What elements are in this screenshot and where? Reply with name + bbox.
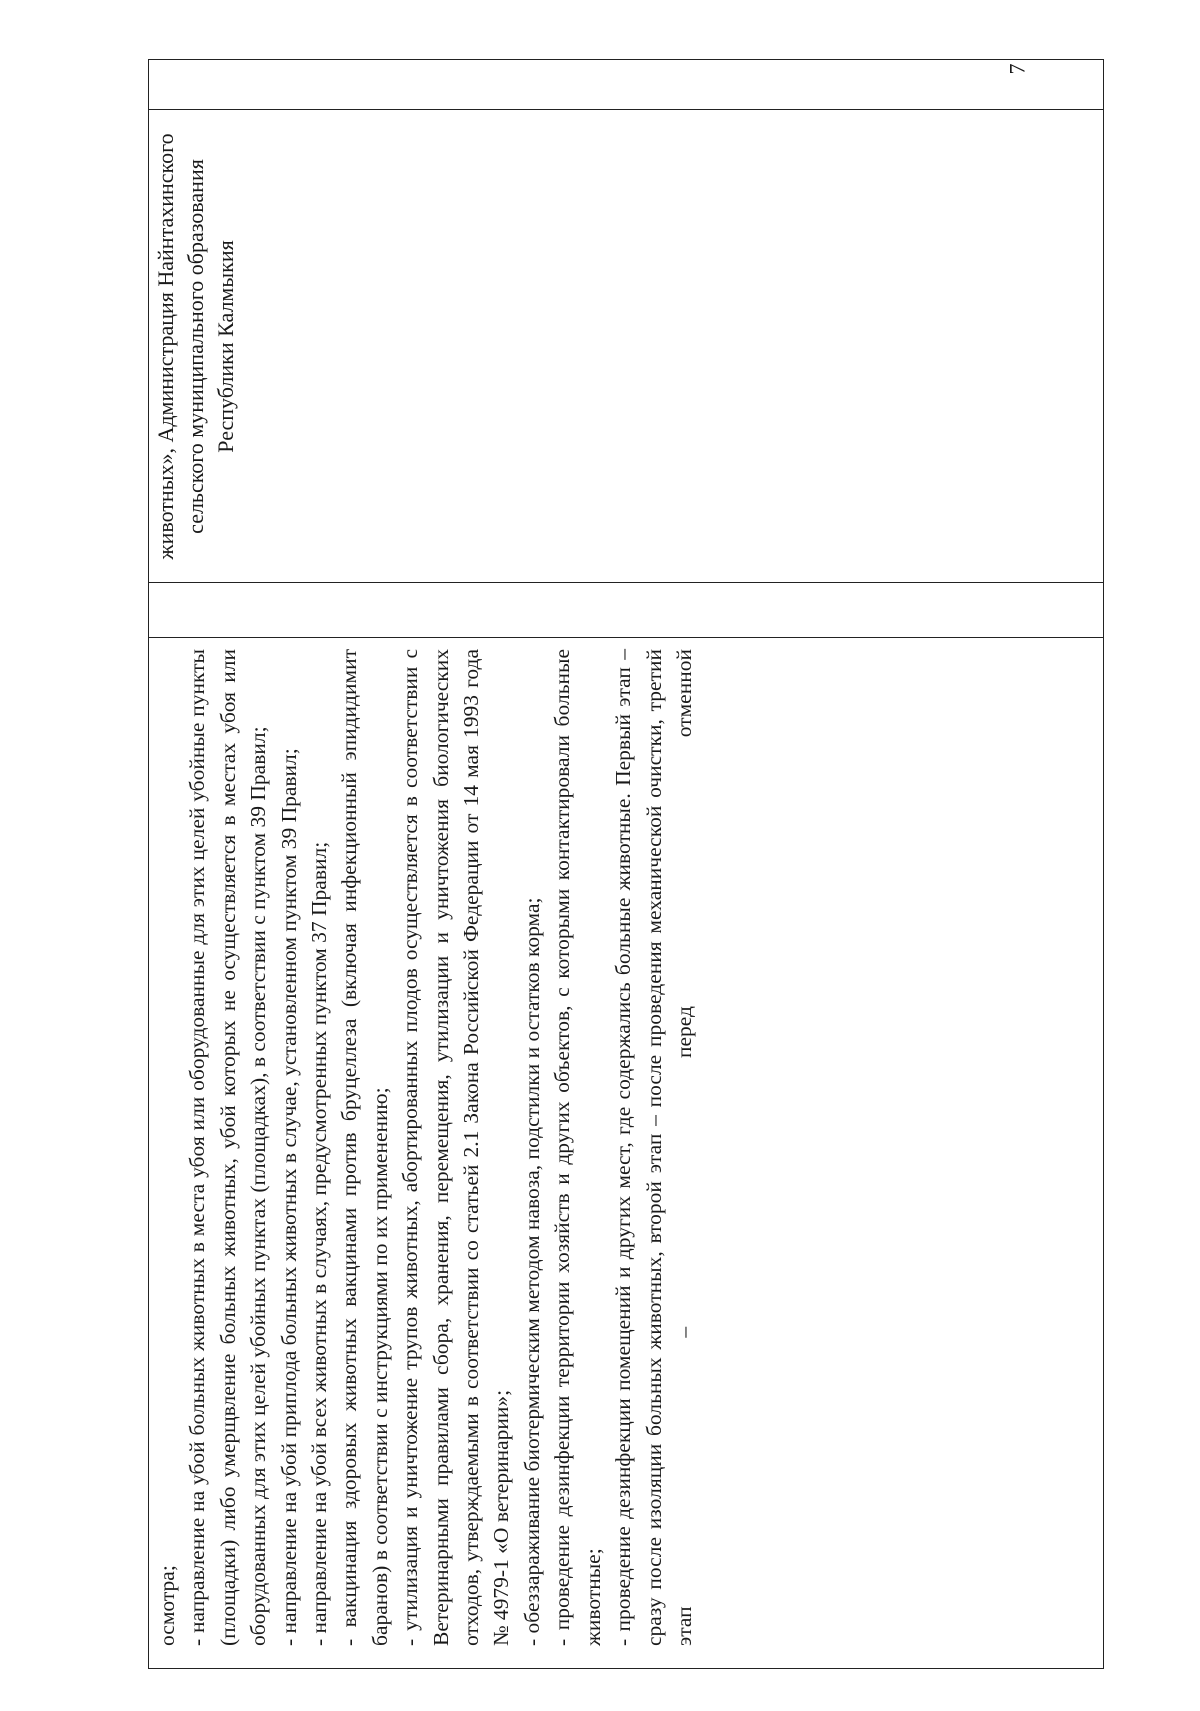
measures-table <box>148 59 1104 1669</box>
measure-item: осмотра; <box>155 1565 179 1646</box>
measure-item: - проведение дезинфекции помещений и других мест, где содержались больные животные. Первый этап – сразу после изоляции больных животных, второй этап – после проведения механической очистки, третий этап – перед отменной <box>611 649 696 1646</box>
page-number: 7 <box>1004 63 1030 75</box>
responsible-organization: животных», Администрация Найнтахинского сельского муниципального образования Республики Калмыкия <box>153 133 238 560</box>
rotated-document-page <box>148 59 1104 1669</box>
measure-item: - направление на убой приплода больных животных в случае, установленном пунктом 39 Правил; <box>276 748 301 1646</box>
measure-item: - проведение дезинфекции территории хозяйств и других объектов, с которыми контактировали больные животные; <box>550 649 605 1646</box>
responsible-cell <box>149 110 1103 583</box>
column-divider <box>149 637 1103 638</box>
measure-item: - утилизация и уничтожение трупов животных, абортированных плодов осуществляется в соответствии с Ветеринарными правилами сбора, хранения, перемещения, утилизации и уничтожения биологических отходов, утверждаемыми в соответствии со статьей 2.1 Закона Российской Федерации от 14 мая 1993 года № 4979-1 «О ветеринарии»; <box>398 649 514 1646</box>
measure-item: - направление на убой всех животных в случаях, предусмотренных пунктом 37 Правил; <box>307 841 332 1646</box>
measure-item: - вакцинация здоровых животных вакцинами против бруцеллеза (включая инфекционный эпидидимит баранов) в соответствии с инструкциями по их применению; <box>337 649 392 1646</box>
measures-cell <box>149 645 1103 1650</box>
measure-item: - обеззараживание биотермическим методом навоза, подстилки и остатков корма; <box>519 897 544 1646</box>
measure-item: - направление на убой больных животных в места убоя или оборудованные для этих целей убойные пункты (площадки) либо умерщвление больных животных, убой которых не осуществляется в местах убоя или оборудованных для этих целей убойных пунктах (площадках), в соответствии с пунктом 39 Правил; <box>185 649 271 1646</box>
